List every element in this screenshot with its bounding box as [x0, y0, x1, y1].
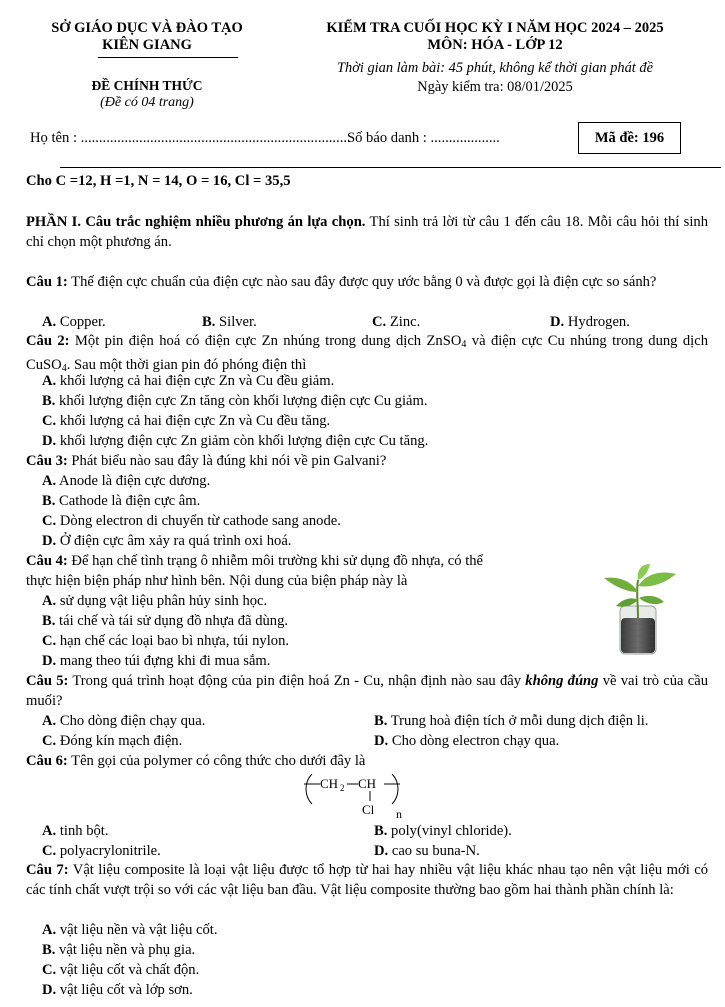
q6-option-b[interactable]: B. poly(vinyl chloride).: [374, 823, 512, 839]
q3-option-b[interactable]: B. Cathode là điện cực âm.: [42, 493, 201, 509]
q7-option-b[interactable]: B. vật liệu nền và phụ gia.: [42, 942, 196, 958]
q3-option-d[interactable]: D. Ở điện cực âm xảy ra quá trình oxi hoá.: [42, 533, 292, 549]
pvc-structural-formula: [300, 770, 410, 824]
q7-option-c[interactable]: C. vật liệu cốt và chất độn.: [42, 962, 200, 978]
exam-date: Ngày kiểm tra: 08/01/2025: [417, 79, 573, 95]
q7-option-d[interactable]: D. vật liệu cốt và lớp sơn.: [42, 982, 193, 998]
q1-option-c[interactable]: C. Zinc.: [372, 314, 421, 330]
question-text: Thế điện cực chuẩn của điện cực nào sau đây được quy ước bằng 0 và được gọi là điện cực so sánh?: [67, 274, 657, 290]
q1-option-b[interactable]: B. Silver.: [202, 314, 257, 330]
subject-line: MÔN: HÓA - LỚP 12: [427, 37, 563, 53]
official-exam-label: ĐỀ CHÍNH THỨC: [91, 78, 203, 93]
question-6: Câu 6: Tên gọi của polymer có công thức cho dưới đây là: [26, 753, 366, 769]
q4-option-b[interactable]: B. tái chế và tái sử dụng đồ nhựa đã dùng.: [42, 613, 289, 629]
question-4: Câu 4: Để hạn chế tình trạng ô nhiễm môi trường khi sử dụng đồ nhựa, có thể: [26, 553, 484, 569]
q4-option-c[interactable]: C. hạn chế các loại bao bì nhựa, túi nylon.: [42, 633, 290, 649]
q7-option-a[interactable]: A. vật liệu nền và vật liệu cốt.: [42, 922, 218, 938]
student-name-field[interactable]: Họ tên : ..........................................................................: [30, 130, 351, 146]
exam-code-box: Mã đề: 196: [578, 122, 681, 154]
question-label: Câu 7:: [26, 862, 69, 878]
question-label: Câu 1:: [26, 274, 68, 290]
q6-option-c[interactable]: C. polyacrylonitrile.: [42, 843, 161, 859]
exam-duration: Thời gian làm bài: 45 phút, không kể thời gian phát đề: [337, 60, 653, 76]
q5-option-d[interactable]: D. Cho dòng electron chạy qua.: [374, 733, 560, 749]
question-label: Câu 4:: [26, 553, 68, 569]
province-underline: [98, 57, 238, 58]
question-label: Câu 5:: [26, 673, 69, 689]
question-2: Câu 2: Một pin điện hoá có điện cực Zn nhúng trong dung dịch ZnSO$_4$ và điện cực Cu nhúng trong dung dịch CuSO$_4$. Sau một thời gian pin đó phóng điện thì: [26, 333, 708, 374]
q2-option-b[interactable]: B. khối lượng điện cực Zn tăng còn khối lượng điện cực Cu giảm.: [42, 393, 428, 409]
part1-instructions: [26, 212, 708, 252]
part1-title: PHẦN I. Câu trắc nghiệm nhiều phương án lựa chọn.: [26, 214, 366, 230]
header-divider: [60, 167, 721, 168]
part1-text: Thí sinh trả lời từ câu 1 đến câu 18. Mỗi câu hỏi thí sinh chỉ chọn một phương án.: [26, 214, 708, 250]
q1-option-d[interactable]: D. Hydrogen.: [550, 314, 630, 330]
page-count-note: (Đề có 04 trang): [100, 95, 194, 110]
question-3: Câu 3: Phát biểu nào sau đây là đúng khi nói về pin Galvani?: [26, 453, 387, 469]
ch-group: CH: [358, 776, 377, 791]
exam-title: KIỂM TRA CUỐI HỌC KỲ I NĂM HỌC 2024 – 2025: [326, 20, 664, 36]
q3-option-a[interactable]: A. Anode là điện cực dương.: [42, 473, 211, 489]
q6-option-a[interactable]: A. tinh bột.: [42, 823, 109, 839]
question-label: Câu 2:: [26, 333, 70, 349]
repeat-n: n: [396, 807, 402, 821]
q1-option-a[interactable]: A. Copper.: [42, 314, 106, 330]
q2-option-d[interactable]: D. khối lượng điện cực Zn giảm còn khối lượng điện cực Cu tăng.: [42, 433, 429, 449]
q5-option-c[interactable]: C. Đóng kín mạch điện.: [42, 733, 183, 749]
emphasis-not-correct: không đúng: [525, 673, 599, 689]
ch2-group: CH: [320, 776, 339, 791]
q4-option-a[interactable]: A. sử dụng vật liệu phân hủy sinh học.: [42, 593, 268, 609]
question-7: Câu 7: Vật liệu composite là loại vật liệu được tổ hợp từ hai hay nhiều vật liệu khác nhau tạo nên vật liệu mới có các tính chất vượt trội so với các vật liệu ban đầu. Vật liệu composite thường bao gồm hai thành phần chính là:: [26, 862, 708, 898]
q5-option-b[interactable]: B. Trung hoà điện tích ở mỗi dung dịch điện li.: [374, 713, 649, 729]
student-id-field[interactable]: Số báo danh : ...................: [347, 130, 500, 146]
atomic-masses: Cho C =12, H =1, N = 14, O = 16, Cl = 35,5: [26, 173, 291, 189]
q5-option-a[interactable]: A. Cho dòng điện chạy qua.: [42, 713, 206, 729]
plant-in-bottle-image: [592, 562, 684, 658]
question-label: Câu 3:: [26, 453, 68, 469]
q3-option-c[interactable]: C. Dòng electron di chuyển từ cathode sang anode.: [42, 513, 341, 529]
department-name: SỞ GIÁO DỤC VÀ ĐÀO TẠO: [51, 20, 243, 36]
question-4-line2: thực hiện biện pháp như hình bên. Nội dung của biện pháp này là: [26, 573, 408, 589]
ch2-subscript: 2: [340, 783, 345, 793]
q6-option-d[interactable]: D. cao su buna-N.: [374, 843, 480, 859]
question-1: [26, 272, 708, 292]
cl-group: Cl: [362, 802, 375, 817]
question-label: Câu 6:: [26, 753, 68, 769]
province-name: KIÊN GIANG: [102, 37, 192, 53]
q2-option-a[interactable]: A. khối lượng cả hai điện cực Zn và Cu đều giảm.: [42, 373, 335, 389]
q4-option-d[interactable]: D. mang theo túi đựng khi đi mua sắm.: [42, 653, 271, 669]
question-5: Câu 5: Trong quá trình hoạt động của pin điện hoá Zn - Cu, nhận định nào sau đây không đúng về vai trò của cầu muối?: [26, 673, 709, 709]
q2-option-c[interactable]: C. khối lượng cả hai điện cực Zn và Cu đều tăng.: [42, 413, 331, 429]
